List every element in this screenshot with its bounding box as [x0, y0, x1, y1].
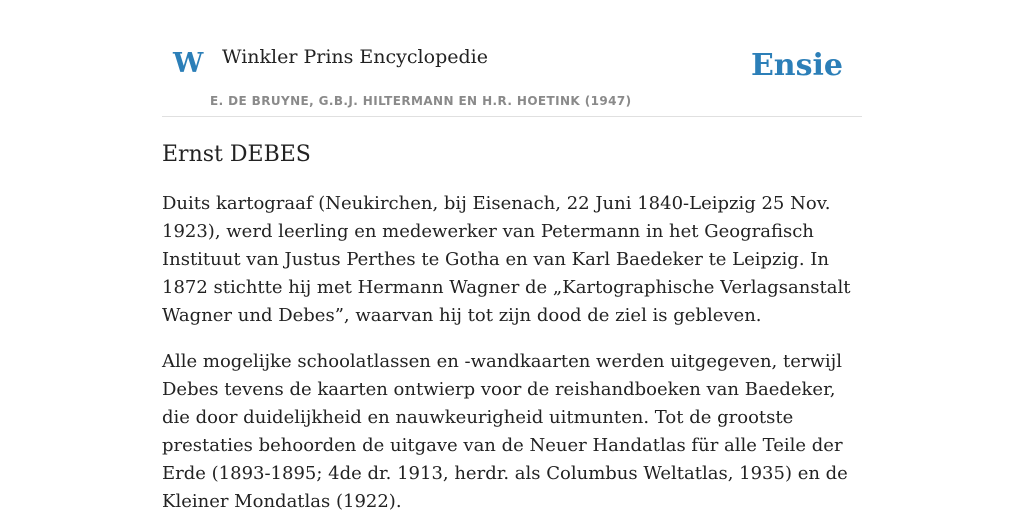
source-header [162, 0, 862, 117]
article-paragraph: Duits kartograaf (Neukirchen, bij Eisenach, 22 Juni 1840-Leipzig 25 Nov. 1923), werd leerling en medewerker van Petermann in het Geografisch Instituut van Justus Perthes te Gotha en van Karl Baedeker te Leipzig. In 1872 stichtte hij met Hermann Wagner de „Kartographische Verlagsanstalt Wagner und Debes”, waarvan hij tot zijn dood de ziel is gebleven. [162, 192, 851, 326]
article-title: Ernst DEBES [162, 142, 311, 167]
brand-logo[interactable]: Ensie [750, 48, 843, 83]
source-authors: E. DE BRUYNE, G.B.J. HILTERMANN EN H.R. HOETINK (1947) [210, 94, 632, 108]
source-title[interactable]: Winkler Prins Encyclopedie [222, 46, 488, 68]
source-logo-icon[interactable]: W [173, 48, 204, 79]
article-paragraph: Alle mogelijke schoolatlassen en -wandkaarten werden uitgegeven, terwijl Debes tevens de kaarten ontwierp voor de reishandboeken van Baedeker, die door duidelijkheid en nauwkeurigheid uitmunten. Tot de grootste prestaties behoorden de uitgave van de Neuer Handatlas für alle Teile der Erde (1893-1895; 4de dr. 1913, herdr. als Columbus Weltatlas, 1935) en de Kleiner Mondatlas (1922). [162, 350, 848, 512]
article [162, 140, 864, 512]
